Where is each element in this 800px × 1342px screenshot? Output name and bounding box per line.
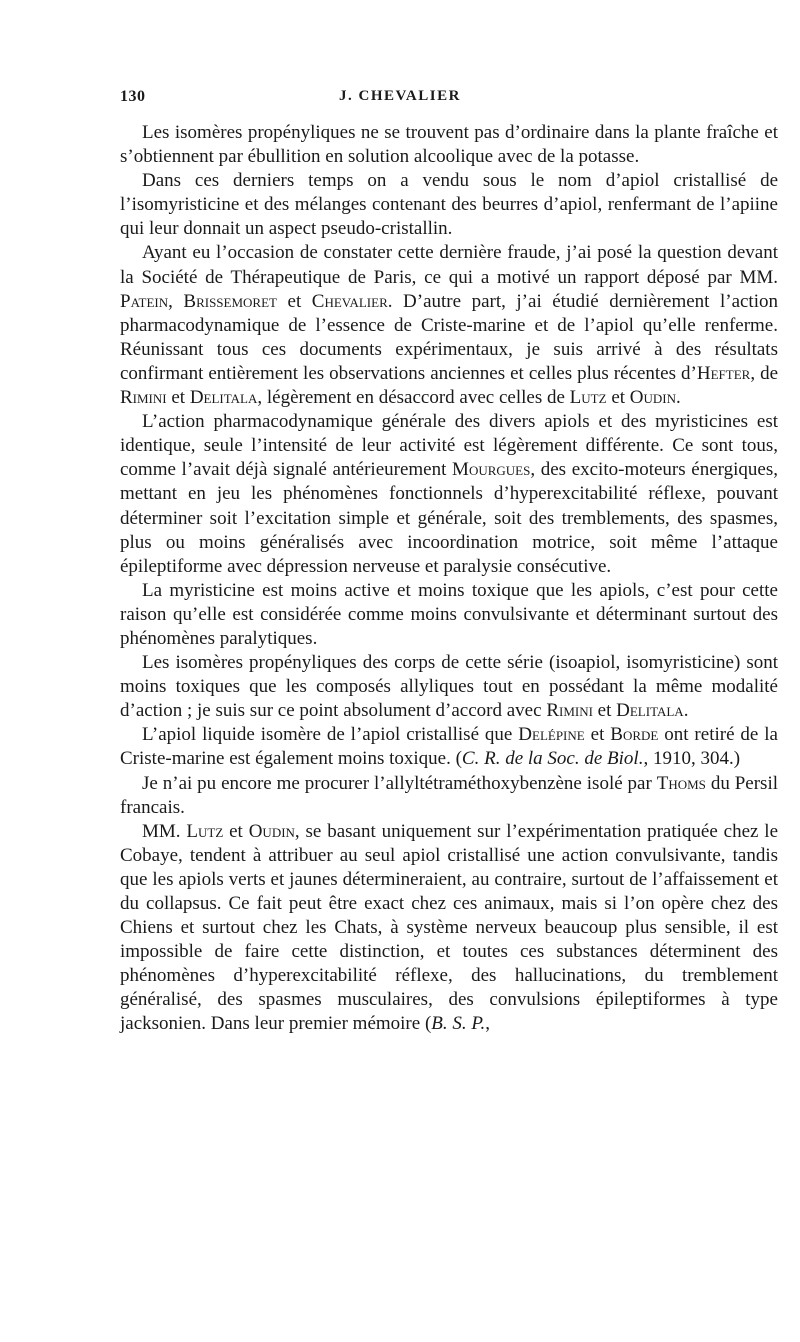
author-name: Borde <box>610 724 659 746</box>
author-name: Oudin <box>248 820 295 842</box>
author-name: Patein <box>120 290 169 312</box>
author-name: Lutz <box>569 387 607 409</box>
paragraph: Je n’ai pu encore me procurer l’allyltétraméthoxybenzène isolé par Thoms du Persil francais. <box>120 772 779 818</box>
author-name: Chevalier <box>311 290 388 312</box>
paragraph: Les isomères propényliques des corps de cette série (isoapiol, isomyristicine) sont moins toxiques que les composés allyliques tout en possédant la même modalité d’action ; je suis sur ce point absolument d’accord avec Rimini et Delitala. <box>120 652 778 722</box>
page-number: 130 <box>120 88 146 105</box>
running-head-author: J. CHEVALIER <box>339 88 461 104</box>
running-head <box>0 88 800 112</box>
paragraph: L’apiol liquide isomère de l’apiol cristallisé que Delépine et Borde ont retiré de la Criste-marine est également moins toxique. (C. R. de la Soc. de Biol., 1910, 304.) <box>120 724 778 770</box>
paragraph: L’action pharmacodynamique générale des divers apiols et des myristicines est identique, seule l’intensité de leur activité est légèrement différente. Ce sont tous, comme l’avait déjà signalé antérieurement Mourgues, des excito-moteurs énergiques, mettant en jeu les phénomènes fonctionnels d’hyperexcitabilité réflexe, pouvant déterminer soit l’excitation simple et générale, soit des tremblements, des spasmes, plus ou moins généralisés avec incoordination motrice, soit même l’attaque épileptiforme avec dépression nerveuse et paralysie consécutive. <box>120 411 778 577</box>
paragraph: MM. Lutz et Oudin, se basant uniquement sur l’expérimentation pratiquée chez le Cobaye, tendent à attribuer au seul apiol cristallisé une action convulsivante, tandis que les apiols verts et jaunes détermineraient, au contraire, surtout de l’affaissement et du collapsus. Ce fait peut être exact chez ces animaux, mais si l’on opère chez des Chiens et surtout chez les Chats, à système nerveux beaucoup plus sensible, il est impossible de faire cette distinction, et toutes ces substances déterminent des phénomènes d’hyperexcitabilité réflexe, des hallucinations, du tremblement généralisé, des spasmes musculaires, des convulsions épileptiformes à type jacksonien. Dans leur premier mémoire (B. S. P., <box>120 820 779 1035</box>
author-name: Delitala <box>189 387 258 409</box>
reference: B. S. P. <box>431 1013 486 1035</box>
author-name: Brissemoret <box>183 290 277 312</box>
paragraph: Les isomères propényliques ne se trouvent pas d’ordinaire dans la plante fraîche et s’obtiennent par ébullition en solution alcoolique avec de la potasse. <box>120 122 778 168</box>
author-name: Thoms <box>656 772 706 794</box>
author-name: Rimini <box>546 700 593 722</box>
author-name: Rimini <box>120 387 167 409</box>
paragraph: Ayant eu l’occasion de constater cette dernière fraude, j’ai posé la question devant la Société de Thérapeutique de Paris, ce qui a motivé un rapport déposé par MM. Patein, Brissemoret et Chevalier. D’autre part, j’ai étudié dernièrement l’action pharmacodynamique de l’essence de Criste-marine et de l’apiol qu’elle renferme. Réunissant tous ces documents expérimentaux, je suis arrivé à des résultats confirmant entièrement les observations anciennes et celles plus récentes d’Hefter, de Rimini et Delitala, légèrement en désaccord avec celles de Lutz et Oudin. <box>120 242 779 409</box>
paragraph: La myristicine est moins active et moins toxique que les apiols, c’est pour cette raison qu’elle est considérée comme moins convulsivante et déterminant surtout des phénomènes paralytiques. <box>120 579 778 649</box>
author-name: Delitala <box>616 700 684 722</box>
paragraph: Dans ces derniers temps on a vendu sous le nom d’apiol cristallisé de l’isomyristicine et des mélanges contenant des beurres d’apiol, renfermant de l’apiine qui leur donnait un aspect pseudo-cristallin. <box>120 170 778 240</box>
author-name: Hefter <box>696 362 751 384</box>
author-name: Mourgues <box>452 459 531 481</box>
author-name: Delépine <box>518 724 585 746</box>
body-text <box>120 121 778 1037</box>
reference: C. R. de la Soc. de Biol. <box>461 748 644 770</box>
author-name: Oudin <box>629 387 676 409</box>
author-name: Lutz <box>186 820 224 842</box>
